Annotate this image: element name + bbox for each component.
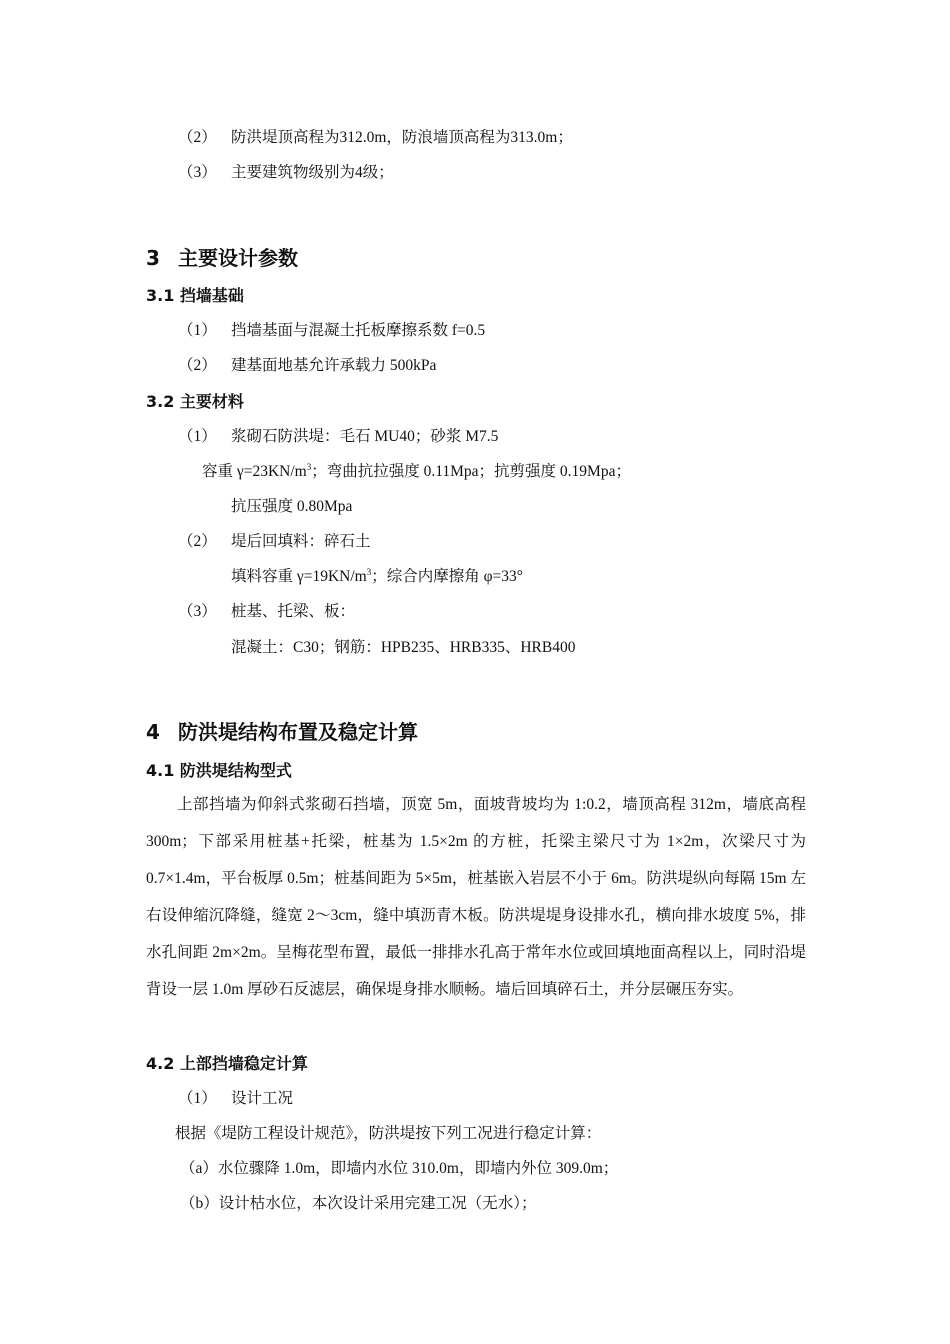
list-number: （2）: [178, 533, 217, 550]
body-paragraph: 上部挡墙为仰斜式浆砌石挡墙，顶宽 5m，面坡背坡均为 1:0.2，墙顶高程 312m，墙底高程 300m；下部采用桩基+托梁，桩基为 1.5×2m 的方桩，托梁主梁尺寸为 1×2m，次梁尺寸为 0.7×1.4m，平台板厚 0.5m；桩基间距为 5×5m，桩基嵌入岩层不小于 6m。防洪堤纵向每隔 15m 左右设伸缩沉降缝，缝宽 2～3cm，缝中填沥青木板。防洪堤堤身设排水孔，横向排水坡度 5%，排水孔间距 2m×2m。呈梅花型布置，最低一排排水孔高于常年水位或回填地面高程以上，同时沿堤背设一层 1.0m 厚砂石反滤层，确保堤身排水顺畅。墙后回填碎石土，并分层碾压夯实。: [146, 796, 806, 998]
material-property-line: 抗压强度 0.80Mpa: [231, 498, 353, 515]
list-text: 浆砌石防洪堤：毛石 MU40；砂浆 M7.5: [231, 428, 499, 445]
list-text: 挡墙基面与混凝土托板摩擦系数 f=0.5: [231, 322, 486, 339]
case-a-text: （a）水位骤降 1.0m，即墙内水位 310.0m，即墙内外位 309.0m；: [180, 1160, 619, 1177]
list-number: （3）: [178, 164, 217, 181]
subsection-heading-4-1: 4.1 防洪堤结构型式: [146, 761, 292, 780]
material-property-line: 混凝土：C30；钢筋：HPB235、HRB335、HRB400: [231, 639, 576, 656]
material-property-line: 填料容重 $\gamma=19KN/m^3$；综合内摩擦角 φ=33°: [231, 567, 523, 585]
section-number: 4: [146, 720, 160, 744]
list-number: （3）: [178, 603, 217, 620]
list-text: 建基面地基允许承载力 500kPa: [231, 357, 437, 374]
subsection-heading-3-2: 3.2 主要材料: [146, 392, 244, 411]
list-text: 主要建筑物级别为4级；: [231, 164, 394, 181]
list-number: （1）: [178, 1090, 217, 1107]
list-text: 桩基、托梁、板：: [231, 603, 356, 620]
section-heading-3: [146, 245, 298, 271]
section-title: 主要设计参数: [178, 246, 298, 270]
case-b-text: （b）设计枯水位，本次设计采用完建工况（无水）；: [180, 1195, 537, 1212]
list-number: （1）: [178, 322, 217, 339]
list-text: 设计工况: [231, 1090, 294, 1107]
subsection-heading-3-1: 3.1 挡墙基础: [146, 286, 244, 305]
section-number: 3: [146, 246, 160, 270]
intro-text: 根据《堤防工程设计规范》，防洪堤按下列工况进行稳定计算：: [175, 1125, 602, 1142]
section-title: 防洪堤结构布置及稳定计算: [178, 720, 418, 744]
material-property-line: 容重 $\gamma=23KN/m^3$；弯曲抗拉强度 0.11Mpa；抗剪强度 0.19Mpa；: [202, 462, 631, 480]
superscript: 3: [306, 462, 312, 472]
list-text: 防洪堤顶高程为312.0m，防浪墙顶高程为313.0m；: [231, 129, 573, 146]
list-number: （2）: [178, 129, 217, 146]
list-number: （2）: [178, 357, 217, 374]
section-heading-4: [146, 719, 418, 745]
superscript: 3: [366, 567, 372, 577]
list-text: 堤后回填料：碎石土: [231, 533, 371, 550]
subsection-heading-4-2: 4.2 上部挡墙稳定计算: [146, 1054, 308, 1073]
list-number: （1）: [178, 428, 217, 445]
